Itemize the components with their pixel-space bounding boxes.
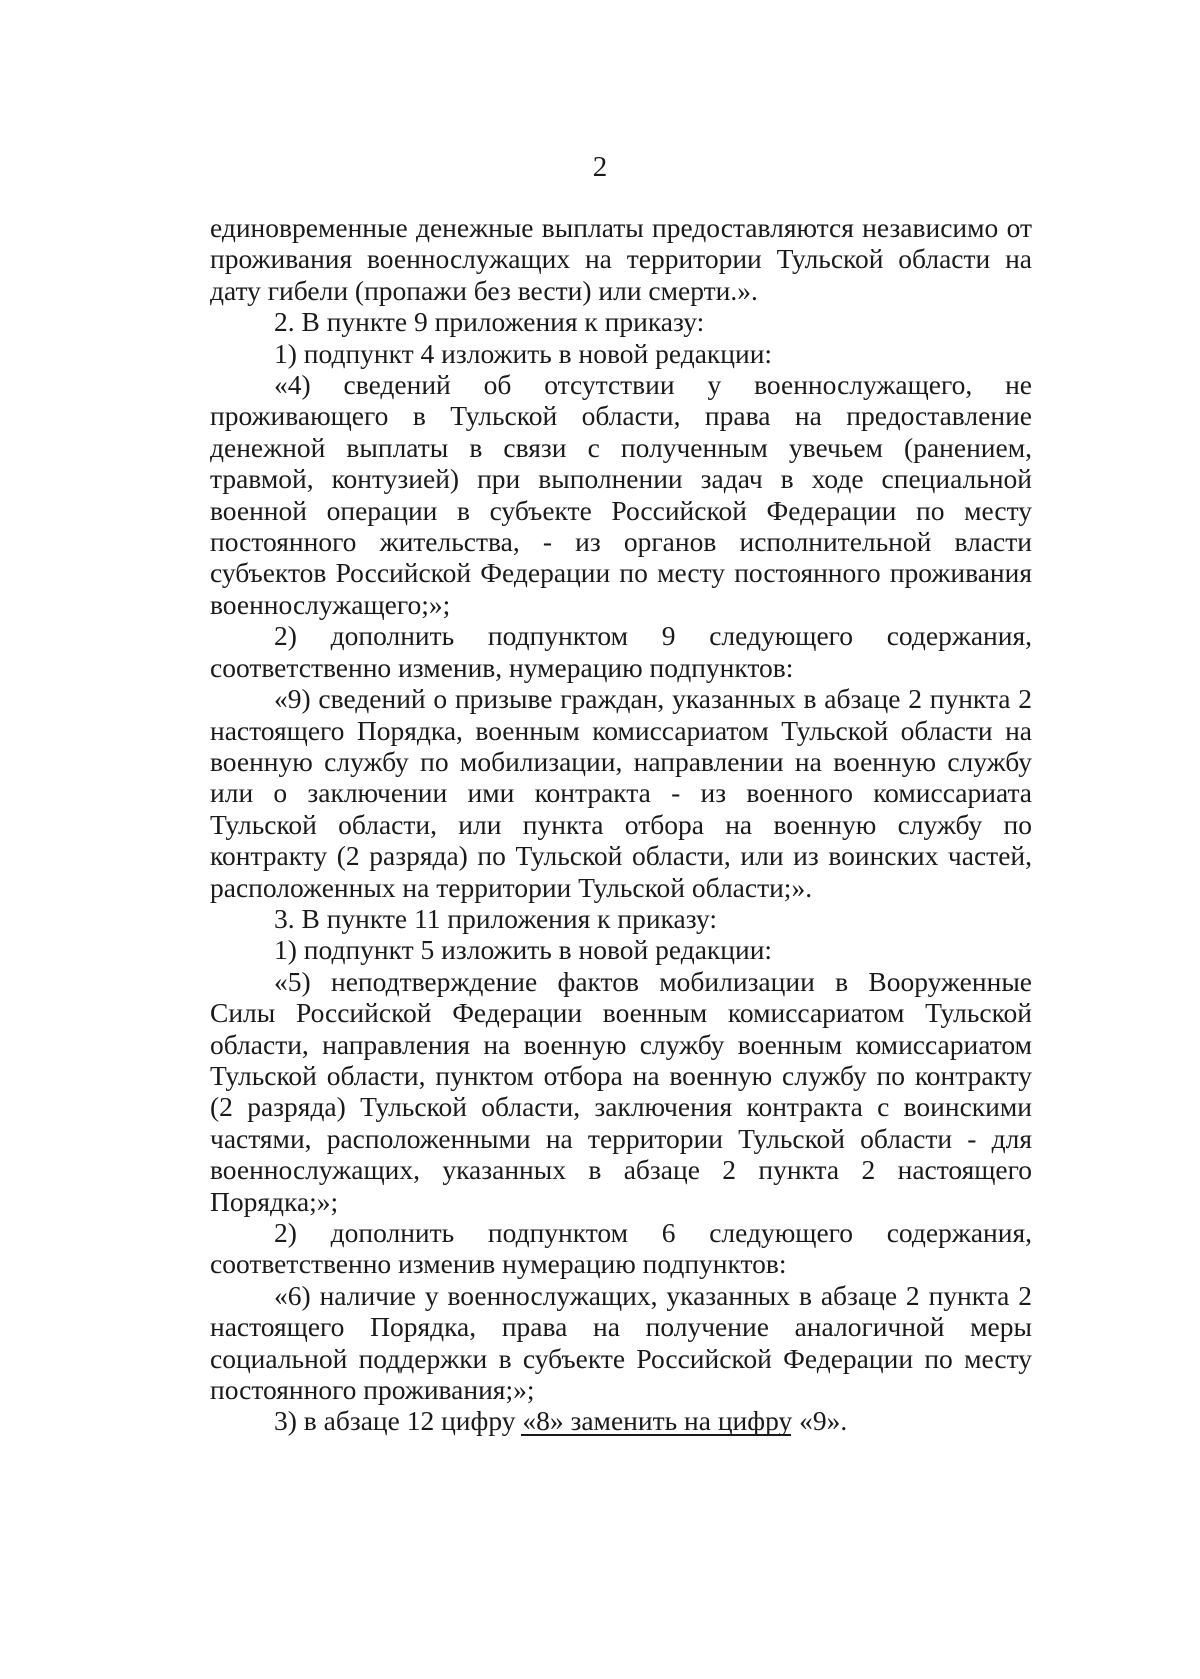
paragraph-item-2-heading: 2. В пункте 9 приложения к приказу: xyxy=(274,306,705,338)
paragraph-quote-6: «6) наличие у военнослужащих, указанных в абзаце 2 пункта 2 настоящего Порядка, права на получение аналогичной меры социальной поддержки в субъекте Российской Федерации по месту постоянного проживания;»; xyxy=(210,1279,1032,1406)
paragraph-subitem-2b: 2) дополнить подпунктом 6 следующего содержания, соответственно изменив нумерацию подпунктов: xyxy=(210,1217,1032,1280)
document-body xyxy=(210,212,1032,1437)
paragraph-continuation: единовременные денежные выплаты предоставляются независимо от проживания военнослужащих на территории Тульской области на дату гибели (пропажи без вести) или смерти.». xyxy=(210,212,1032,306)
paragraph-subitem-3: 3) в абзаце 12 цифру «8» заменить на цифру «9». xyxy=(274,1405,848,1437)
paragraph-quote-9: «9) сведений о призыве граждан, указанных в абзаце 2 пункта 2 настоящего Порядка, военным комиссариатом Тульской области на военную службу по мобилизации, направлении на военную службу или о заключении ими контракта - из военного комиссариата Тульской области, или пункта отбора на военную службу по контракту (2 разряда) по Тульской области, или из воинских частей, расположенных на территории Тульской области;». xyxy=(210,683,1032,903)
paragraph-subitem-1b: 1) подпункт 5 изложить в новой редакции: xyxy=(274,934,773,966)
paragraph-subitem-2: 2) дополнить подпунктом 9 следующего содержания, соответственно изменив, нумерацию подпунктов: xyxy=(210,620,1032,683)
paragraph-quote-4: «4) сведений об отсутствии у военнослужащего, не проживающего в Тульской области, права на предоставление денежной выплаты в связи с полученным увечьем (ранением, травмой, контузией) при выполнении задач в ходе специальной военной операции в субъекте Российской Федерации по месту постоянного жительства, - из органов исполнительной власти субъектов Российской Федерации по месту постоянного проживания военнослужащего;»; xyxy=(210,369,1032,620)
paragraph-quote-5: «5) неподтверждение фактов мобилизации в Вооруженные Силы Российской Федерации военным комиссариатом Тульской области, направления на военную службу военным комиссариатом Тульской области, пунктом отбора на военную службу по контракту (2 разряда) Тульской области, заключения контракта с воинскими частями, расположенными на территории Тульской области - для военнослужащих, указанных в абзаце 2 пункта 2 настоящего Порядка;»; xyxy=(210,965,1032,1217)
end-divider-line xyxy=(521,1434,791,1436)
paragraph-subitem-1: 1) подпункт 4 изложить в новой редакции: xyxy=(274,337,773,369)
page-number: 2 xyxy=(592,151,608,183)
paragraph-item-3-heading: 3. В пункте 11 приложения к приказу: xyxy=(274,902,718,934)
